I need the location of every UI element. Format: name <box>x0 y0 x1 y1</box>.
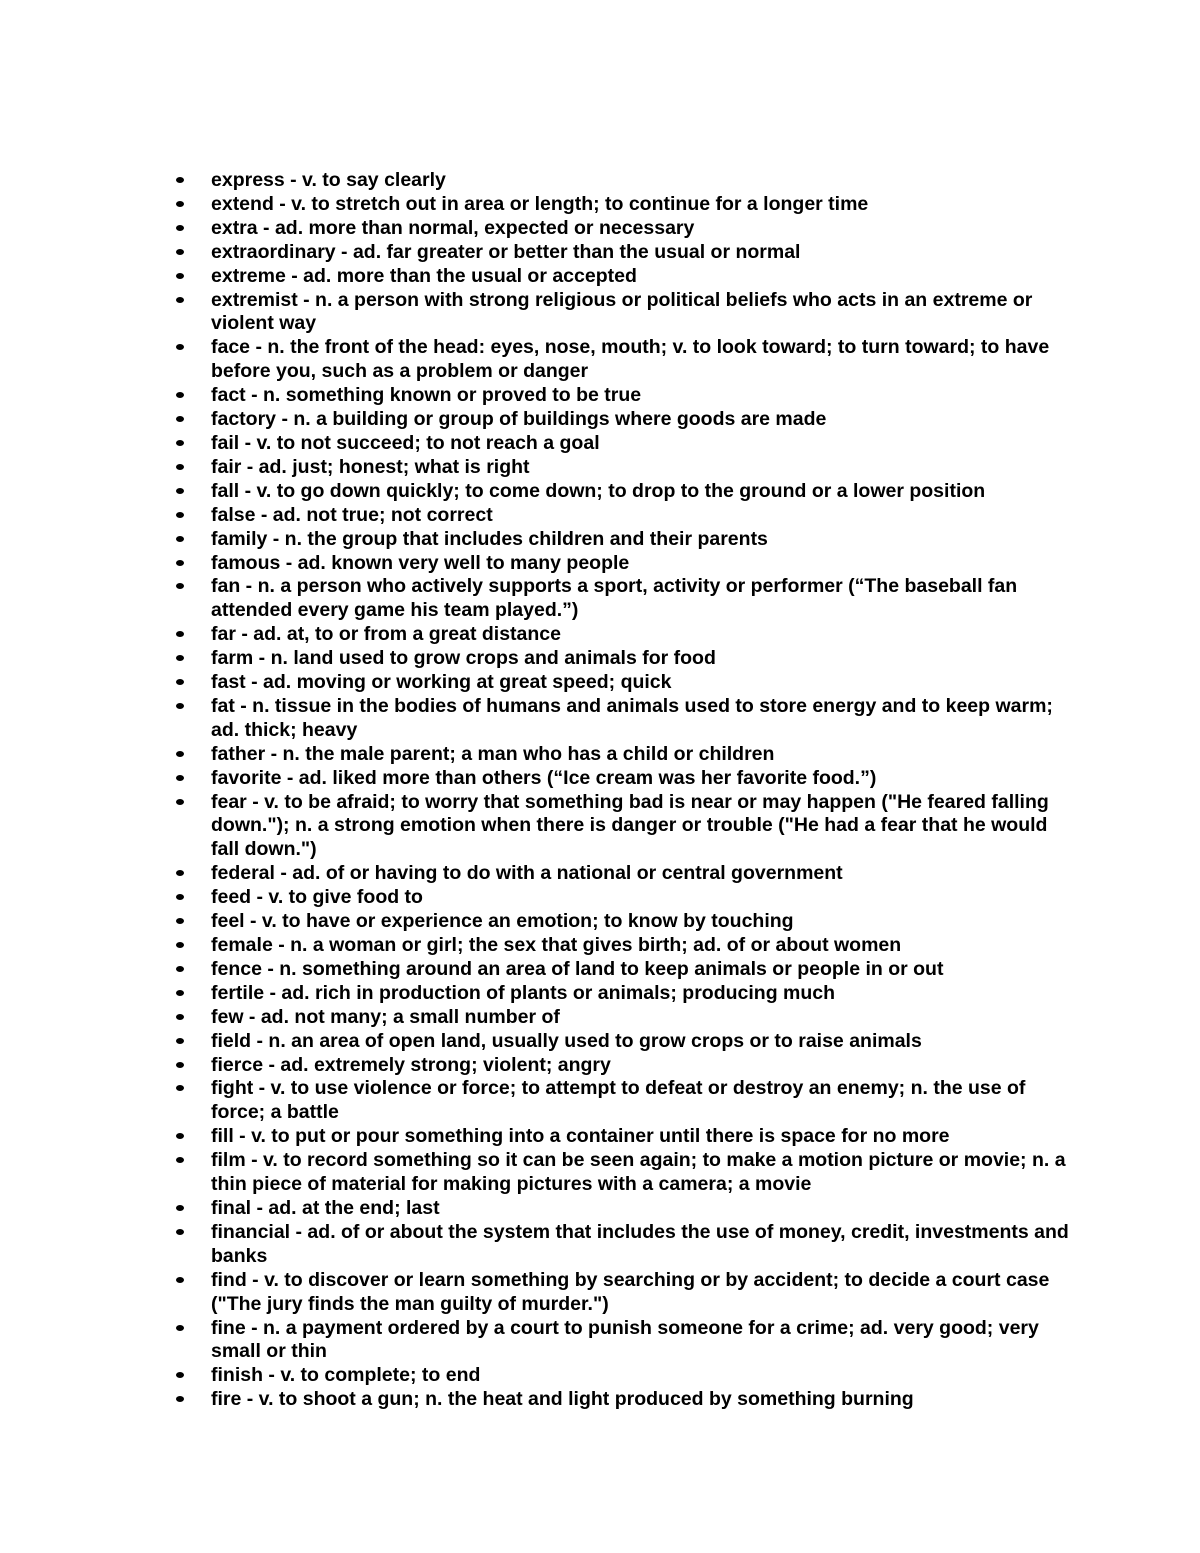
list-item <box>172 241 1072 265</box>
list-item <box>172 1388 1072 1412</box>
entry-text: film - v. to record something so it can be seen again; to make a motion picture or movie; n. a thin piece of material for making pictures with a camera; a movie <box>211 1149 1066 1196</box>
entry-text: fair - ad. just; honest; what is right <box>211 455 530 478</box>
bullet-icon <box>172 1364 211 1388</box>
bullet-icon <box>172 241 211 265</box>
entry-text: fierce - ad. extremely strong; violent; angry <box>211 1053 611 1076</box>
list-item <box>172 791 1072 863</box>
bullet-icon <box>172 384 211 408</box>
entry-text: finish - v. to complete; to end <box>211 1364 481 1387</box>
entry-text: few - ad. not many; a small number of <box>211 1005 560 1028</box>
list-item <box>172 886 1072 910</box>
bullet-icon <box>172 217 211 241</box>
list-item <box>172 1269 1072 1317</box>
list-item <box>172 432 1072 456</box>
bullet-icon <box>172 671 211 695</box>
list-item <box>172 1054 1072 1078</box>
bullet-icon <box>172 552 211 576</box>
entry-text: fan - n. a person who actively supports a sport, activity or performer (“The baseball fan attended every game his team played.”) <box>211 575 1018 622</box>
list-item <box>172 671 1072 695</box>
bullet-icon <box>172 791 211 815</box>
entry-text: fact - n. something known or proved to be true <box>211 384 642 407</box>
list-item <box>172 934 1072 958</box>
bullet-icon <box>172 982 211 1006</box>
list-item <box>172 767 1072 791</box>
entry-text: fat - n. tissue in the bodies of humans and animals used to store energy and to keep warm; ad. thick; heavy <box>211 694 1053 741</box>
entry-text: fire - v. to shoot a gun; n. the heat and light produced by something burning <box>211 1388 914 1411</box>
entry-text: fight - v. to use violence or force; to attempt to defeat or destroy an enemy; n. the use of force; a battle <box>211 1077 1026 1124</box>
list-item <box>172 528 1072 552</box>
entry-text: express - v. to say clearly <box>211 169 446 191</box>
list-item <box>172 1125 1072 1149</box>
bullet-icon <box>172 408 211 432</box>
bullet-icon <box>172 910 211 934</box>
bullet-icon <box>172 265 211 289</box>
bullet-icon <box>172 1077 211 1101</box>
bullet-icon <box>172 623 211 647</box>
entry-text: fine - n. a payment ordered by a court to punish someone for a crime; ad. very good; very small or thin <box>211 1316 1039 1363</box>
entry-text: extra - ad. more than normal, expected or necessary <box>211 216 695 239</box>
list-item <box>172 910 1072 934</box>
bullet-icon <box>172 456 211 480</box>
bullet-icon <box>172 647 211 671</box>
bullet-icon <box>172 575 211 599</box>
bullet-icon <box>172 1197 211 1221</box>
bullet-icon <box>172 886 211 910</box>
bullet-icon <box>172 336 211 360</box>
bullet-icon <box>172 1006 211 1030</box>
list-item <box>172 456 1072 480</box>
list-item <box>172 1197 1072 1221</box>
list-item <box>172 575 1072 623</box>
list-item <box>172 289 1072 337</box>
entry-text: fast - ad. moving or working at great speed; quick <box>211 671 672 694</box>
list-item <box>172 552 1072 576</box>
bullet-icon <box>172 1317 211 1341</box>
list-item <box>172 982 1072 1006</box>
list-item <box>172 336 1072 384</box>
bullet-icon <box>172 1125 211 1149</box>
entry-text: field - n. an area of open land, usually used to grow crops or to raise animals <box>211 1029 922 1052</box>
bullet-icon <box>172 1269 211 1293</box>
list-item <box>172 1030 1072 1054</box>
bullet-icon <box>172 1388 211 1412</box>
bullet-icon <box>172 1221 211 1245</box>
entry-text: federal - ad. of or having to do with a national or central government <box>211 862 843 885</box>
list-item <box>172 958 1072 982</box>
entry-text: extreme - ad. more than the usual or accepted <box>211 264 637 287</box>
entry-text: favorite - ad. liked more than others (“Ice cream was her favorite food.”) <box>211 766 877 789</box>
list-item <box>172 1221 1072 1269</box>
list-item <box>172 169 1072 193</box>
list-item <box>172 1317 1072 1365</box>
entry-text: fertile - ad. rich in production of plants or animals; producing much <box>211 981 836 1004</box>
entry-text: farm - n. land used to grow crops and animals for food <box>211 647 716 670</box>
list-item <box>172 647 1072 671</box>
bullet-icon <box>172 528 211 552</box>
list-item <box>172 1077 1072 1125</box>
list-item <box>172 862 1072 886</box>
list-item <box>172 504 1072 528</box>
bullet-icon <box>172 934 211 958</box>
list-item <box>172 408 1072 432</box>
list-item <box>172 1006 1072 1030</box>
bullet-icon <box>172 862 211 886</box>
bullet-icon <box>172 1054 211 1078</box>
entry-text: fill - v. to put or pour something into a container until there is space for no more <box>211 1125 950 1148</box>
bullet-icon <box>172 695 211 719</box>
list-item <box>172 743 1072 767</box>
entry-text: extend - v. to stretch out in area or length; to continue for a longer time <box>211 192 869 215</box>
entry-text: father - n. the male parent; a man who has a child or children <box>211 742 775 765</box>
list-item <box>172 384 1072 408</box>
list-item <box>172 695 1072 743</box>
entry-text: fail - v. to not succeed; to not reach a goal <box>211 431 600 454</box>
entry-text: famous - ad. known very well to many people <box>211 551 630 574</box>
bullet-icon <box>172 743 211 767</box>
entry-text: far - ad. at, to or from a great distance <box>211 623 561 646</box>
bullet-icon <box>172 504 211 528</box>
entry-text: feel - v. to have or experience an emotion; to know by touching <box>211 910 794 933</box>
list-item <box>172 1149 1072 1197</box>
list-item <box>172 480 1072 504</box>
bullet-icon <box>172 1149 211 1173</box>
list-item <box>172 193 1072 217</box>
bullet-icon <box>172 169 211 193</box>
vocabulary-list <box>172 169 1072 1412</box>
entry-text: find - v. to discover or learn something by searching or by accident; to decide a court case ("The jury finds the man guilty of murder.") <box>211 1268 1050 1315</box>
entry-text: fear - v. to be afraid; to worry that something bad is near or may happen ("He feared falling down."); n. a strong emotion when there is danger or trouble ("He had a fear that he would fall down.") <box>211 790 1049 861</box>
entry-text: fall - v. to go down quickly; to come down; to drop to the ground or a lower position <box>211 479 986 502</box>
bullet-icon <box>172 289 211 313</box>
entry-text: final - ad. at the end; last <box>211 1196 440 1219</box>
bullet-icon <box>172 767 211 791</box>
entry-text: false - ad. not true; not correct <box>211 503 493 526</box>
entry-text: family - n. the group that includes children and their parents <box>211 527 768 550</box>
entry-text: face - n. the front of the head: eyes, nose, mouth; v. to look toward; to turn toward; to have before you, such as a problem or danger <box>211 336 1050 383</box>
entry-text: factory - n. a building or group of buildings where goods are made <box>211 408 827 431</box>
entry-text: extremist - n. a person with strong religious or political beliefs who acts in an extreme or violent way <box>211 288 1033 335</box>
entry-text: financial - ad. of or about the system that includes the use of money, credit, investments and banks <box>211 1220 1069 1267</box>
bullet-icon <box>172 480 211 504</box>
entry-text: fence - n. something around an area of land to keep animals or people in or out <box>211 957 944 980</box>
entry-text: feed - v. to give food to <box>211 886 423 909</box>
bullet-icon <box>172 432 211 456</box>
entry-text: female - n. a woman or girl; the sex that gives birth; ad. of or about women <box>211 934 902 956</box>
entry-text: extraordinary - ad. far greater or better than the usual or normal <box>211 240 801 263</box>
list-item <box>172 623 1072 647</box>
list-item <box>172 1364 1072 1388</box>
bullet-icon <box>172 193 211 217</box>
list-item <box>172 217 1072 241</box>
list-item <box>172 265 1072 289</box>
bullet-icon <box>172 958 211 982</box>
bullet-icon <box>172 1030 211 1054</box>
